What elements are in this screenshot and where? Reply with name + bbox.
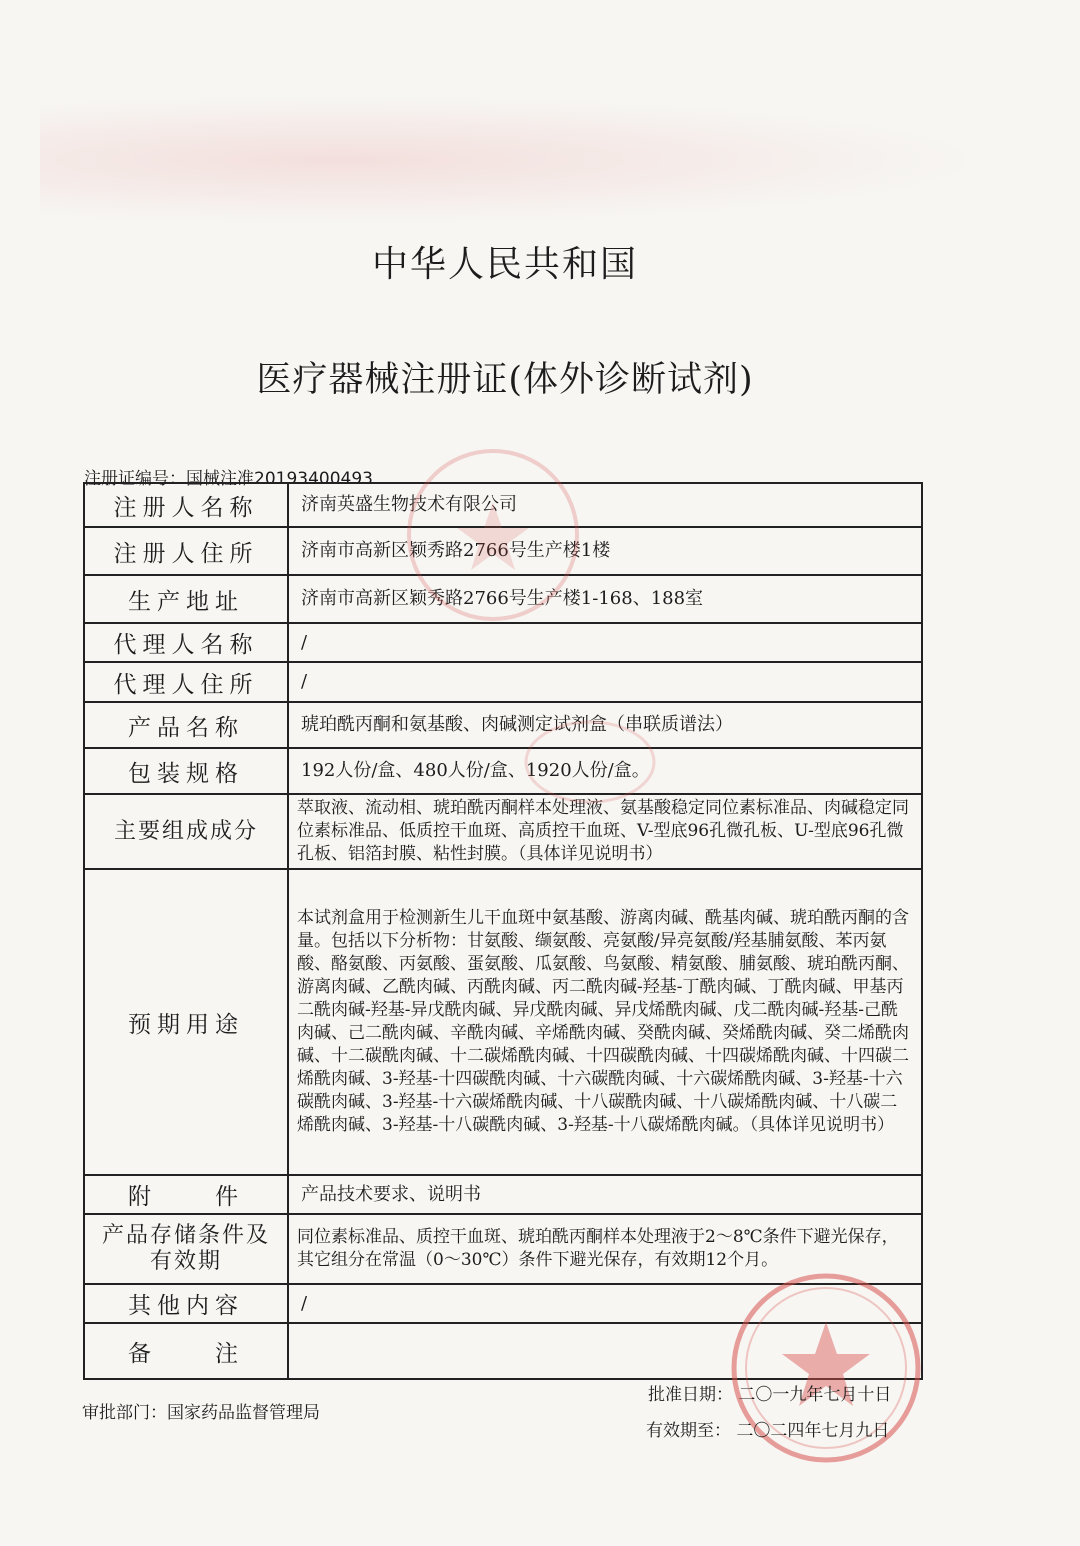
- table-row: [84, 527, 922, 575]
- row-value: 济南英盛生物技术有限公司: [288, 483, 922, 527]
- row-label: 代理人住所: [84, 662, 288, 702]
- row-label: 备 注: [84, 1323, 288, 1379]
- row-label: 附 件: [84, 1175, 288, 1214]
- title-country: 中华人民共和国: [371, 244, 638, 285]
- row-label: 注册人住所: [84, 527, 288, 575]
- row-value: 同位素标准品、质控干血斑、琥珀酰丙酮样本处理液于2～8℃条件下避光保存，其它组分在常温（0～30℃）条件下避光保存，有效期12个月。: [288, 1214, 922, 1284]
- row-label: 主要组成成分: [84, 794, 288, 869]
- background-smudge: [40, 90, 1040, 230]
- row-value: 本试剂盒用于检测新生儿干血斑中氨基酸、游离肉碱、酰基肉碱、琥珀酰丙酮的含量。包括以下分析物：甘氨酸、缬氨酸、亮氨酸/异亮氨酸/羟基脯氨酸、苯丙氨酸、酪氨酸、丙氨酸、蛋氨酸、瓜氨酸、鸟氨酸、精氨酸、脯氨酸、琥珀酰丙酮、游离肉碱、乙酰肉碱、丙酰肉碱、丙二酰肉碱-羟基-丁酰肉碱、丁酰肉碱、甲基丙二酰肉碱-羟基-异戊酰肉碱、异戊酰肉碱、异戊烯酰肉碱、戊二酰肉碱-羟基-己酰肉碱、己二酰肉碱、辛酰肉碱、辛烯酰肉碱、癸酰肉碱、癸烯酰肉碱、癸二烯酰肉碱、十二碳酰肉碱、十二碳烯酰肉碱、十四碳酰肉碱、十四碳烯酰肉碱、十四碳二烯酰肉碱、3-羟基-十四碳酰肉碱、十六碳酰肉碱、十六碳烯酰肉碱、3-羟基-十六碳酰肉碱、3-羟基-十六碳烯酰肉碱、十八碳酰肉碱、十八碳烯酰肉碱、十八碳二烯酰肉碱、3-羟基-十八碳酰肉碱、3-羟基-十八碳烯酰肉碱。（具体详见说明书）: [288, 869, 922, 1175]
- table-row: [84, 748, 922, 794]
- row-value: [288, 1323, 922, 1379]
- table-row: [84, 575, 922, 623]
- table-row: [84, 1214, 922, 1284]
- row-value: 萃取液、流动相、琥珀酰丙酮样本处理液、氨基酸稳定同位素标准品、肉碱稳定同位素标准品、低质控干血斑、高质控干血斑、V-型底96孔微孔板、U-型底96孔微孔板、铝箔封膜、粘性封膜。（具体详见说明书）: [288, 794, 922, 869]
- row-value: 济南市高新区颖秀路2766号生产楼1-168、188室: [288, 575, 922, 623]
- row-label: 预期用途: [84, 869, 288, 1175]
- registration-number: 注册证编号：国械注准20193400493: [84, 469, 373, 489]
- table-row: [84, 483, 922, 527]
- table-row: [84, 1323, 922, 1379]
- row-label: 产品名称: [84, 702, 288, 748]
- table-row: [84, 1284, 922, 1323]
- row-label: 生产地址: [84, 575, 288, 623]
- row-value: 192人份/盒、480人份/盒、1920人份/盒。: [288, 748, 922, 794]
- row-value: /: [288, 662, 922, 702]
- row-label: 其他内容: [84, 1284, 288, 1323]
- row-value: /: [288, 623, 922, 662]
- table-row: [84, 1175, 922, 1214]
- valid-until: 有效期至： 二〇二四年七月九日: [646, 1421, 890, 1441]
- table-row: [84, 623, 922, 662]
- row-label: 注册人名称: [84, 483, 288, 527]
- row-value: 济南市高新区颖秀路2766号生产楼1楼: [288, 527, 922, 575]
- title-certificate: 医疗器械注册证(体外诊断试剂): [256, 360, 754, 400]
- table-row: [84, 662, 922, 702]
- row-value: 琥珀酰丙酮和氨基酸、肉碱测定试剂盒（串联质谱法）: [288, 702, 922, 748]
- row-label: 产品存储条件及有效期: [84, 1214, 288, 1284]
- table-row: [84, 702, 922, 748]
- row-label: 代理人名称: [84, 623, 288, 662]
- table-row: [84, 869, 922, 1175]
- table-row: [84, 794, 922, 869]
- row-label: 包装规格: [84, 748, 288, 794]
- approval-department: 审批部门：国家药品监督管理局: [82, 1403, 320, 1423]
- certificate-table: [83, 482, 923, 1380]
- row-value: /: [288, 1284, 922, 1323]
- row-value: 产品技术要求、说明书: [288, 1175, 922, 1214]
- approval-date: 批准日期： 二〇一九年七月十日: [648, 1385, 892, 1405]
